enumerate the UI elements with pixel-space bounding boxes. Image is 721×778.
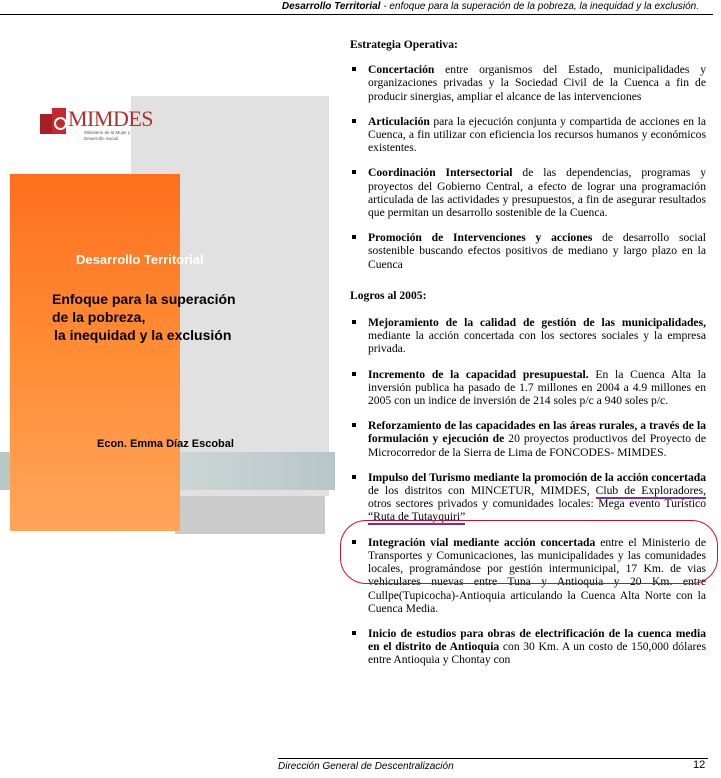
underlined-text: “Ruta de Tutayquiri” <box>368 510 466 524</box>
list-item <box>350 231 706 271</box>
list-item <box>350 63 706 103</box>
bullet-icon <box>352 372 356 376</box>
cover-title <box>52 290 236 344</box>
item-text: entre el Ministerio de Transportes y Comunicaciones, las municipalidades y las comunidades locales, programándose por gestión intermunicipal, 17 Km. de vias vehiculares nuevas entre Tuna y Antioquia y 20 Km. entre Cullpe(Tupicocha)-Antioquia articulando la Cuenca Alta Norte con la Cuenca Media. <box>368 535 706 615</box>
item-text: otros sectores privados y comunidades locales: Mega evento Turístico <box>368 497 706 511</box>
item-bold: Incremento de la capacidad presupuestal. <box>368 367 589 381</box>
logo-mark-left <box>40 114 52 134</box>
list-item <box>350 115 706 155</box>
cover-author: Econ. Emma Díaz Escobal <box>97 438 234 450</box>
logo-wordmark: MIMDES <box>68 106 154 131</box>
cover-section-title: Desarrollo Territorial <box>76 252 204 267</box>
item-bold: Promoción de Intervenciones y acciones <box>368 231 593 245</box>
list-item-highlighted <box>350 471 706 524</box>
item-bold: Impulso del Turismo mediante la promoción de la acción concertada <box>368 470 706 484</box>
item-text: entre organismos del Estado, municipalidades y organizaciones privadas y la Sociedad Civil de la Cuenca a fin de producir sinergias, ampliar el alcance de las intervenciones <box>368 63 706 103</box>
bullet-icon <box>352 170 356 174</box>
item-text: de los distritos con MINCETUR, MIMDES, <box>368 484 596 498</box>
cover-orange-panel <box>10 174 180 531</box>
item-bold: Articulación <box>368 114 430 128</box>
estrategia-heading: Estrategia Operativa: <box>350 38 458 51</box>
page-header <box>0 0 713 15</box>
item-text: En la Cuenca Alta la inversión publica ha pasado de 1.7 millones en 2004 a 4.9 millones en 2005 con un indice de inversión de 214 soles p/c a 940 soles p/c. <box>368 367 706 408</box>
cover-title-line: la inequidad y la exclusión <box>54 327 232 343</box>
item-text: con 30 Km. A un costo de 150,000 dólares entre Antioquia y Chontay con <box>368 640 706 667</box>
footer-rule <box>278 758 708 759</box>
highlight-circle <box>340 520 718 584</box>
cover-title-line: Enfoque para la superación <box>52 291 236 307</box>
item-bold: Reforzamiento de las capacidades en las áreas rurales, a través de la formulación y ejecución de <box>368 419 706 446</box>
logo-subtitle: Ministerio de la Mujer y Desarrollo Social <box>84 130 131 141</box>
item-bold: Coordinación Intersectorial <box>368 166 513 180</box>
list-item <box>350 419 706 459</box>
list-item <box>350 316 706 356</box>
bullet-icon <box>352 67 356 71</box>
page-number: 12 <box>693 759 706 771</box>
item-text: de las dependencias, programas y proyectos del Gobierno Central, a efecto de lograr una programación articulada de las actividades y presupuestos, a fin de asegurar resultados que permitan un desarrollo sostenible de la Cuenca. <box>368 166 706 220</box>
item-bold: Integración vial mediante acción concertada <box>368 535 596 549</box>
logros-heading: Logros al 2005: <box>350 288 427 302</box>
underlined-text: Club de Exploradores, <box>595 484 706 498</box>
item-text: 20 proyectos productivos del Proyecto de Microcorredor de la Sierra de Lima de FONCODES- MIMDES. <box>368 432 706 459</box>
item-text: de desarrollo social sostenible buscando efectos positivos de mediano y largo plazo en la Cuenca <box>368 231 706 271</box>
mimdes-logo <box>40 106 170 156</box>
bullet-icon <box>352 631 356 635</box>
list-item <box>350 166 706 219</box>
item-bold: Mejoramiento de la calidad de gestión de las municipalidades, <box>368 316 706 330</box>
cover-image <box>0 14 335 764</box>
list-item <box>350 627 706 667</box>
bullet-icon <box>352 119 356 123</box>
bullet-icon <box>352 475 356 479</box>
item-bold: Inicio de estudios para obras de electrificación de la cuenca media en el distrito de Antioquia <box>368 626 706 654</box>
item-text: mediante la acción concertada con los sectores sociales y la empresa privada. <box>368 329 706 356</box>
footer-text: Dirección General de Descentralización <box>278 761 454 772</box>
cover-title-line: de la pobreza, <box>52 309 146 325</box>
header-title-rest: - enfoque para la superación de la pobreza, la inequidad y la exclusión. <box>380 1 699 12</box>
list-item <box>350 368 706 408</box>
item-text: para la ejecución conjunta y compartida de acciones en la Cuenca, a fin utilizar con eficiencia los recursos humanos y económicos existentes. <box>368 114 706 155</box>
bullet-icon <box>352 235 356 239</box>
bullet-icon <box>352 320 356 324</box>
header-title <box>282 1 699 12</box>
item-bold: Concertación <box>368 63 435 77</box>
header-title-bold: Desarrollo Territorial <box>281 1 381 12</box>
logo-search-icon <box>54 117 67 130</box>
bullet-icon <box>352 423 356 427</box>
